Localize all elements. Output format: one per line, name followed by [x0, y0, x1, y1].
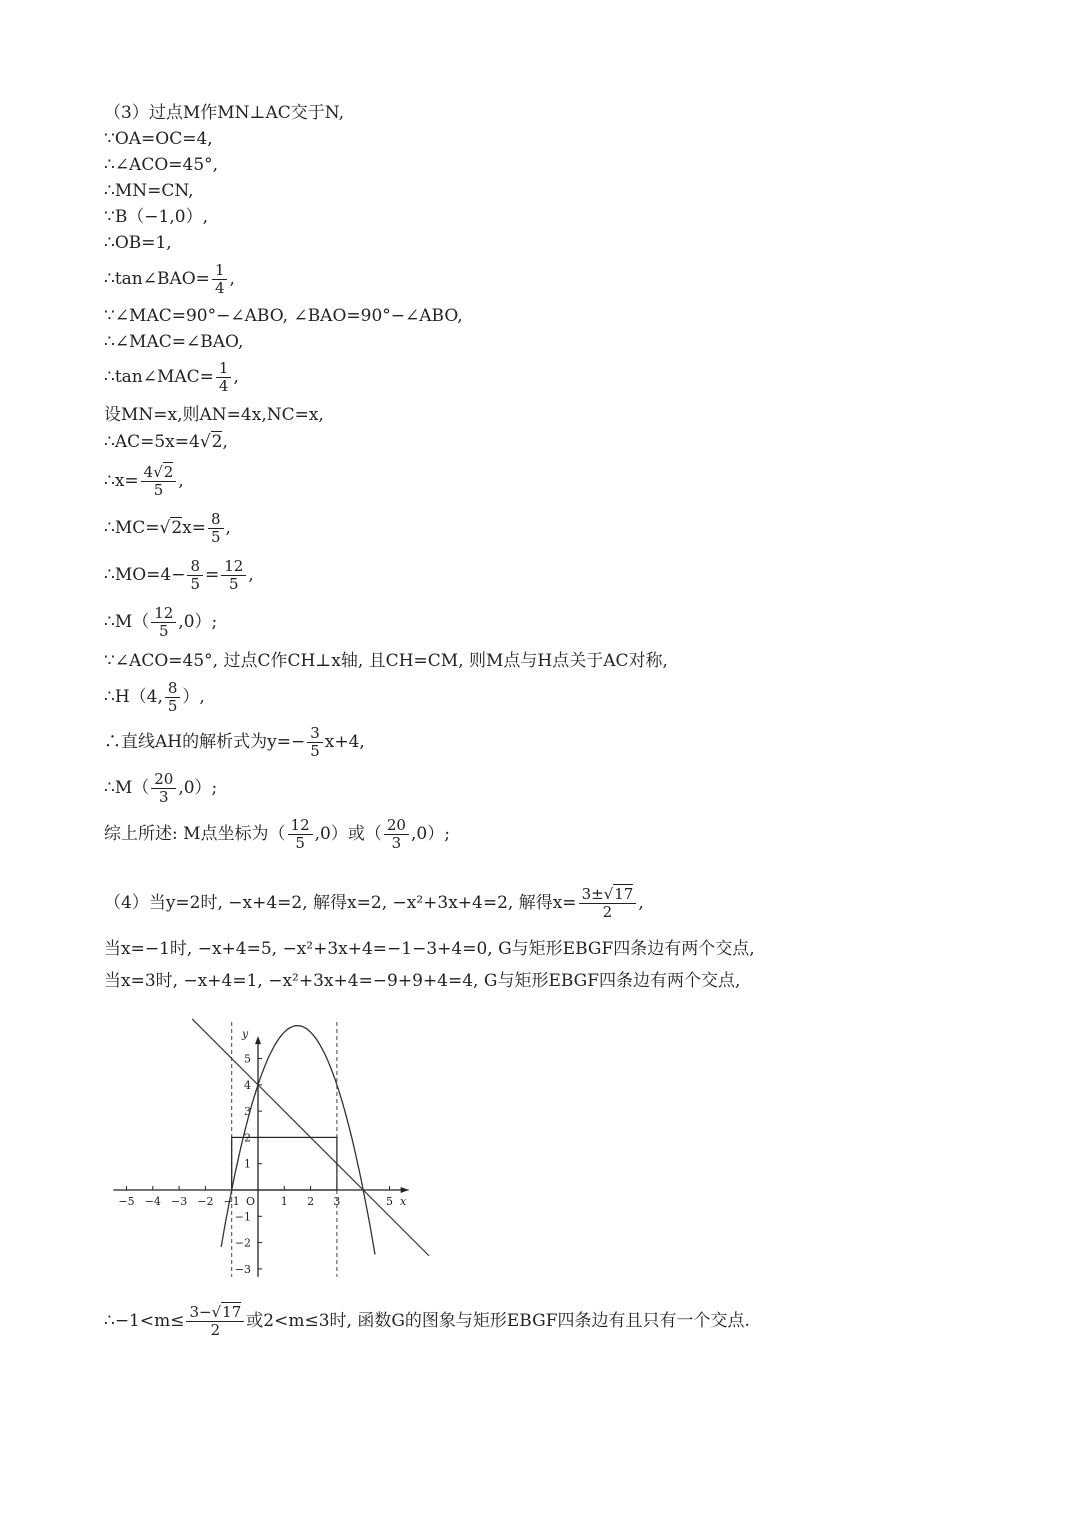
text: x+4,	[324, 732, 365, 752]
text: ∴tan∠MAC=	[104, 367, 214, 387]
denominator: 4	[214, 279, 225, 297]
p3-line-8: ∵∠MAC=90°−∠ABO, ∠BAO=90°−∠ABO,	[104, 306, 463, 326]
p3-line-19	[104, 725, 365, 760]
denominator: 5	[211, 528, 221, 546]
text: ∴直线AH的解析式为y=−	[104, 732, 306, 752]
text: （4）当y=2时, −x+4=2, 解得x=2, −x²+3x+4=2, 解得x=	[104, 893, 577, 913]
p3-line-11: 设MN=x,则AN=4x,NC=x,	[104, 405, 324, 425]
text: ∴MO=4−	[104, 565, 186, 585]
p3-line-20	[104, 771, 217, 806]
p4-line-4	[104, 1304, 750, 1339]
fraction	[208, 511, 224, 546]
numerator: 20	[384, 817, 409, 835]
fraction	[384, 817, 409, 852]
y-axis-label: y	[242, 1027, 249, 1041]
text: ,	[222, 432, 228, 452]
fraction	[212, 262, 228, 297]
p3-line-18	[104, 680, 205, 715]
p3-line-13	[104, 464, 184, 499]
denominator: 5	[295, 834, 305, 852]
fraction	[307, 725, 323, 760]
sqrt-symbol: √	[159, 518, 171, 538]
y-tick-label: 2	[244, 1131, 251, 1145]
numerator: 8	[165, 680, 181, 698]
denominator: 4	[218, 377, 229, 395]
p3-line-17: ∵∠ACO=45°, 过点C作CH⊥x轴, 且CH=CM, 则M点与H点关于AC对称,	[104, 651, 668, 671]
numerator: 8	[208, 511, 224, 529]
text: ,	[178, 471, 184, 491]
text: ∴M（	[104, 612, 150, 632]
denominator: 5	[167, 697, 178, 715]
p3-line-1: （3）过点M作MN⊥AC交于N,	[104, 103, 344, 123]
x-tick-label: 2	[307, 1195, 315, 1208]
text: 或2<m≤3时, 函数G的图象与矩形EBGF四条边有且只有一个交点.	[246, 1311, 750, 1331]
radicand: 2	[171, 518, 183, 538]
y-tick-label: 5	[244, 1052, 251, 1066]
fraction	[186, 1304, 244, 1339]
denominator: 3	[391, 834, 402, 852]
text: 4	[143, 463, 154, 481]
text: 3−	[189, 1303, 212, 1321]
x-tick-label: 1	[280, 1195, 288, 1208]
sqrt-symbol: √	[211, 1303, 222, 1321]
text: ∴MC=	[104, 518, 160, 538]
radicand: 17	[614, 885, 634, 903]
text: ∴x=	[104, 471, 139, 491]
text: ∴−1<m≤	[104, 1311, 185, 1331]
numerator	[186, 1304, 244, 1322]
y-tick-label: 3	[244, 1105, 251, 1119]
p3-line-2: ∵OA=OC=4,	[104, 129, 213, 149]
denominator: 5	[159, 622, 169, 640]
denominator: 5	[190, 575, 201, 593]
p3-line-9: ∴∠MAC=∠BAO,	[104, 332, 244, 352]
fraction	[151, 605, 176, 640]
p3-line-3: ∴∠ACO=45°,	[104, 155, 219, 175]
text: ,0）或（	[314, 824, 382, 844]
numerator: 1	[216, 360, 232, 378]
numerator: 20	[151, 771, 176, 789]
p3-line-4: ∴MN=CN,	[104, 181, 194, 201]
text: ∴H（4,	[104, 687, 163, 707]
sqrt-symbol: √	[153, 463, 163, 481]
p3-line-6: ∴OB=1,	[104, 233, 172, 253]
text: ,	[229, 269, 235, 289]
p3-line-15	[104, 558, 254, 593]
numerator	[579, 886, 637, 904]
y-tick-label: −2	[234, 1236, 251, 1250]
p3-line-7	[104, 262, 235, 297]
fraction	[187, 558, 203, 593]
text: ∴AC=5x=4	[104, 432, 200, 452]
p3-line-10	[104, 360, 239, 395]
text: ,	[248, 565, 254, 585]
text: ,	[638, 893, 644, 913]
x-tick-label: −4	[144, 1195, 161, 1208]
fraction	[141, 464, 177, 499]
denominator: 2	[602, 903, 613, 921]
text: ,0）;	[410, 824, 450, 844]
p3-line-21	[104, 817, 450, 852]
x-tick-label: −3	[170, 1195, 188, 1208]
radicand: 2	[163, 463, 174, 481]
x-tick-label: −1	[223, 1195, 240, 1208]
fraction	[216, 360, 232, 395]
text: =	[205, 565, 220, 585]
sqrt-symbol: √	[199, 432, 211, 452]
p4-line-2: 当x=−1时, −x+4=5, −x²+3x+4=−1−3+4=0, G与矩形EBGF四条边有两个交点,	[104, 939, 755, 959]
fraction	[579, 886, 637, 921]
x-tick-label: 5	[386, 1195, 393, 1208]
text: 综上所述: M点坐标为（	[104, 824, 286, 844]
y-axis-arrow	[255, 1036, 261, 1044]
denominator: 5	[153, 481, 164, 499]
fraction	[151, 771, 176, 806]
text: ∴M（	[104, 778, 150, 798]
fraction	[221, 558, 246, 593]
text: ,	[233, 367, 239, 387]
numerator: 12	[288, 817, 313, 835]
y-tick-label: −3	[234, 1262, 251, 1276]
denominator: 5	[229, 575, 239, 593]
denominator: 3	[159, 788, 169, 806]
x-axis-label: x	[400, 1195, 407, 1208]
y-tick-label: 4	[244, 1078, 251, 1092]
text: 3±	[581, 885, 604, 903]
graph-layer	[113, 1019, 429, 1277]
numerator: 12	[221, 558, 246, 576]
numerator: 12	[151, 605, 176, 623]
p3-line-5: ∵B（−1,0）,	[104, 207, 208, 227]
text: ）,	[182, 687, 205, 707]
text: ,0）;	[178, 778, 218, 798]
text: x=	[182, 518, 206, 538]
y-tick-label: 1	[244, 1157, 251, 1171]
radicand: 17	[222, 1303, 242, 1321]
numerator: 1	[212, 262, 228, 280]
denominator: 2	[210, 1321, 221, 1339]
x-axis-arrow	[401, 1187, 409, 1193]
p3-line-12	[104, 431, 228, 453]
text: ∴tan∠BAO=	[104, 269, 210, 289]
denominator: 5	[310, 742, 320, 760]
x-tick-label: 3	[333, 1195, 341, 1208]
p4-line-3: 当x=3时, −x+4=1, −x²+3x+4=−9+9+4=4, G与矩形EBGF四条边有两个交点,	[104, 971, 741, 991]
x-tick-label: −5	[118, 1195, 135, 1208]
fraction	[165, 680, 181, 715]
x-tick-label: −2	[197, 1195, 214, 1208]
text: ,	[225, 518, 231, 538]
line-y-neg-x-plus-4	[192, 1019, 429, 1256]
sqrt-symbol: √	[603, 885, 614, 903]
text: ,0）;	[178, 612, 218, 632]
radicand: 2	[211, 432, 223, 452]
p3-line-14	[104, 511, 231, 546]
function-graph	[100, 1018, 440, 1288]
p3-line-16	[104, 605, 217, 640]
numerator: 8	[187, 558, 203, 576]
p4-line-1	[104, 886, 644, 921]
origin-label: O	[246, 1195, 256, 1208]
numerator	[141, 464, 177, 482]
y-tick-label: −1	[234, 1210, 251, 1224]
fraction	[288, 817, 313, 852]
numerator: 3	[307, 725, 323, 743]
